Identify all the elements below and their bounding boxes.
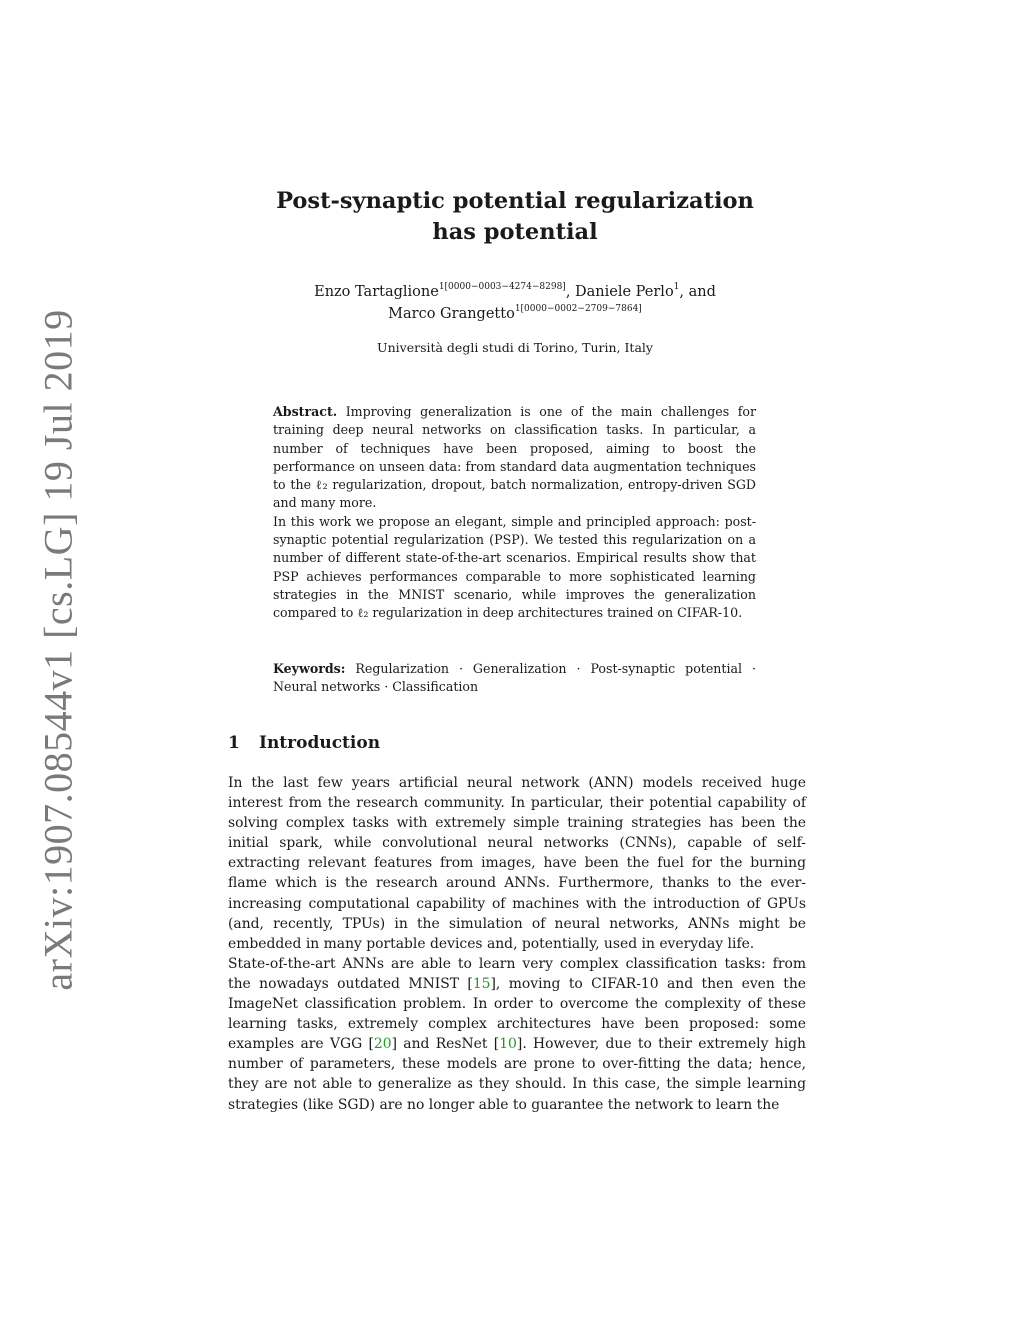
introduction-body (228, 773, 806, 1115)
abstract-paragraph-2: In this work we propose an elegant, simple and principled approach: post-synaptic potential regularization (PSP). We tested this regularization on a number of different state-of-the-art scenarios. Empirical results show that PSP achieves performances comparable to more sophisticated learning strategies in the MNIST scenario, while improves the generalization compared to ℓ₂ regularization in deep architectures trained on CIFAR-10. (273, 513, 756, 621)
author-list (200, 281, 830, 325)
author-3-affiliation-orcid: 1[0000−0002−2709−7864] (514, 304, 642, 314)
paper-title-line1: Post-synaptic potential regularization (276, 188, 754, 214)
author-1-name: Enzo Tartaglione (314, 284, 439, 300)
body-text-segment: ] and ResNet [ (391, 1036, 500, 1053)
body-text-segment: ]. However, due to their extremely high number of parameters, these models are prone to over-fitting the data; hence, they are not able to generalize as they should. In this case, the simple learning strategies (like SGD) are no longer able to guarantee the network to learn the (228, 1036, 806, 1113)
abstract-paragraph-1 (273, 403, 756, 513)
section-title: Introduction (259, 733, 381, 753)
abstract-block (273, 403, 756, 623)
abstract-text-1: Improving generalization is one of the main challenges for training deep neural networks on classification tasks. In particular, a number of techniques have been proposed, aiming to boost the performance on unseen data: from standard data augmentation techniques to the ℓ₂ regularization, dropout, batch normalization, entropy-driven SGD and many more. (273, 404, 756, 511)
author-separator-1: , (565, 284, 576, 300)
author-3-name: Marco Grangetto (388, 306, 515, 322)
paper-title-line2: has potential (432, 219, 598, 245)
citation-link-mnist[interactable]: 15 (472, 975, 491, 992)
arxiv-identifier-text: arXiv:1907.08544v1 [cs.LG] 19 Jul 2019 (35, 309, 81, 991)
section-heading-introduction (228, 730, 808, 756)
citation-link-resnet[interactable]: 10 (499, 1036, 517, 1053)
keywords-label: Keywords: (273, 661, 346, 676)
paper-title (200, 186, 830, 248)
author-2-affiliation: 1 (673, 282, 680, 292)
body-paragraph-2 (228, 954, 806, 1115)
author-separator-2: , and (679, 284, 716, 300)
keywords-block (273, 660, 756, 697)
citation-link-vgg[interactable]: 20 (373, 1036, 392, 1053)
author-2-name: Daniele Perlo (575, 284, 674, 300)
affiliation: Università degli studi di Torino, Turin, Italy (377, 340, 653, 355)
section-number: 1 (228, 733, 240, 753)
keywords-text: Regularization · Generalization · Post-synaptic potential · Neural networks · Classification (273, 661, 756, 695)
abstract-label: Abstract. (273, 404, 338, 419)
author-1-affiliation-orcid: 1[0000−0003−4274−8298] (438, 282, 566, 292)
body-text-segment: ], moving to CIFAR-10 and then even the ImageNet classification problem. In order to overcome the complexity of these learning tasks, extremely complex architectures have been proposed: some examples are VGG [ (228, 975, 806, 1053)
body-paragraph-1: In the last few years artificial neural network (ANN) models received huge interest from the research community. In particular, their potential capability of solving complex tasks with extremely simple training strategies has been the initial spark, while convolutional neural networks (CNNs), capable of self-extracting relevant features from images, have been the fuel for the burning flame which is the research around ANNs. Furthermore, thanks to the ever-increasing computational capability of machines with the introduction of GPUs (and, recently, TPUs) in the simulation of neural networks, ANNs might be embedded in many portable devices and, potentially, used in everyday life. (228, 775, 806, 952)
body-text-segment: State-of-the-art ANNs are able to learn very complex classification tasks: from the nowadays outdated MNIST [ (228, 955, 806, 992)
